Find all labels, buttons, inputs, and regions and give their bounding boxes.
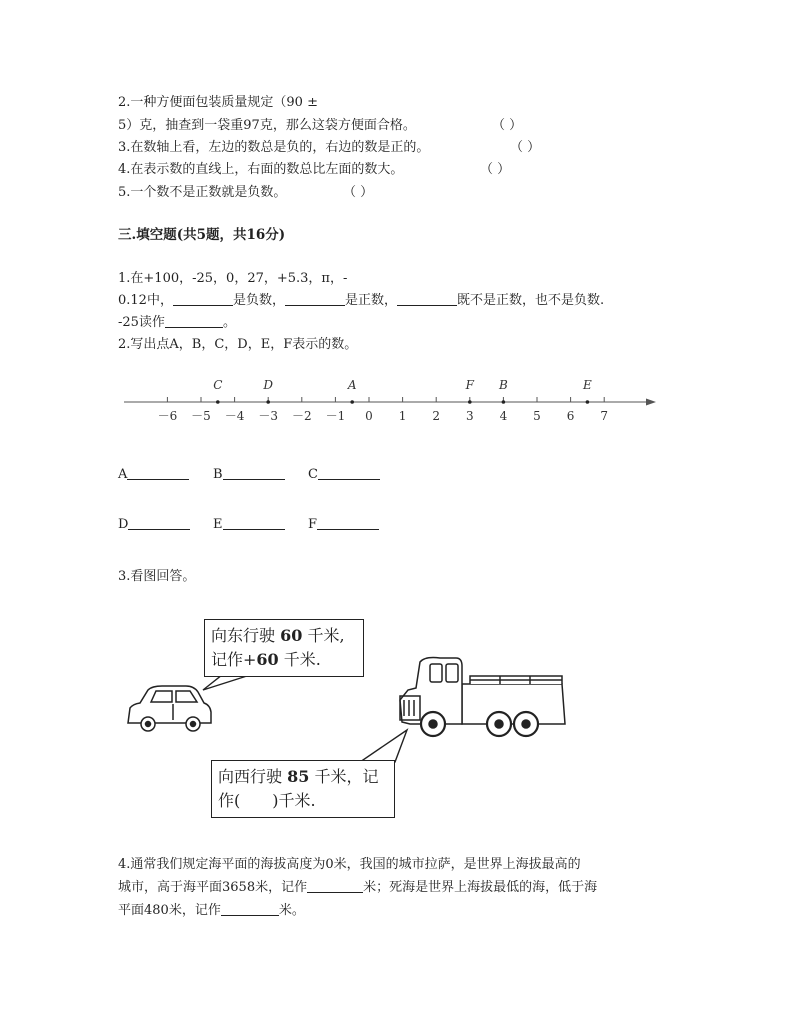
bubble1-tail: [203, 675, 250, 690]
judge-item-5: 5.一个数不是正数就是负数。: [118, 185, 287, 200]
number-line: [0, 372, 794, 432]
answer-d-blank[interactable]: [128, 516, 190, 530]
judge-item-4: 4.在表示数的直线上，右面的数总比左面的数大。: [118, 162, 404, 177]
tick-label: －5: [191, 409, 211, 423]
answer-d: [118, 516, 190, 534]
point-c: [216, 400, 220, 404]
q4-text-a: 城市，高于海平面3658米，记作: [118, 880, 308, 895]
answer-d-label: D: [118, 517, 129, 532]
judge-paren-2: （ ）: [492, 118, 523, 133]
tick-label: 6: [566, 409, 575, 423]
answer-f-label: F: [308, 517, 318, 532]
point-label-d: D: [263, 378, 274, 392]
speech-bubble-west: [211, 760, 395, 818]
tick-label: －6: [157, 409, 178, 423]
answer-a-label: A: [118, 467, 128, 482]
tick-label: 0: [365, 409, 373, 423]
q1-line3: [118, 314, 236, 332]
speech-bubble-east: [204, 619, 364, 677]
judge-paren-4: （ ）: [480, 162, 511, 177]
answer-f: [308, 516, 379, 534]
q4-line2: [118, 879, 597, 897]
tick-label: －1: [325, 409, 346, 423]
point-label-e: E: [583, 378, 592, 392]
q1-read-label: -25读作: [118, 315, 165, 330]
point-label-b: B: [498, 378, 508, 392]
q4-line1: 4.通常我们规定海平面的海拔高度为0米，我国的城市拉萨，是世界上海拔最高的: [118, 857, 581, 872]
tick-label: －3: [258, 409, 279, 423]
q1-blank-neither[interactable]: [397, 292, 457, 306]
tick-label: 4: [499, 409, 508, 423]
bubble2-line1: 向西行驶 85 千米，记: [218, 767, 379, 786]
answer-b-blank[interactable]: [223, 466, 285, 480]
tick-label: 7: [600, 409, 609, 423]
point-b: [502, 400, 506, 404]
bubble2-line2: 作( )千米.: [218, 791, 316, 810]
q4-text-c: 平面480米，记作: [118, 903, 221, 918]
judge-paren-3: （ ）: [510, 140, 541, 155]
tick-label: －2: [291, 409, 312, 423]
section-title: 三.填空题(共5题，共16分): [118, 227, 286, 243]
bubble1-line2: 记作+60 千米.: [211, 650, 321, 669]
q1-blank-negative[interactable]: [173, 292, 233, 306]
answer-a: [118, 466, 189, 484]
car-truck-illustration: [0, 600, 794, 840]
q1-text-a: 0.12中，: [118, 293, 173, 308]
tick-label: －4: [224, 409, 245, 423]
answer-e-label: E: [213, 517, 223, 532]
q1-read-end: 。: [222, 315, 236, 330]
point-e: [586, 400, 590, 404]
bubble1-line1: 向东行驶 60 千米,: [211, 626, 345, 645]
tick-label: 1: [398, 409, 407, 423]
q1-blank-read[interactable]: [165, 314, 223, 328]
q4-text-d: 米。: [278, 903, 305, 918]
point-label-f: F: [465, 378, 474, 392]
point-f: [468, 400, 472, 404]
point-d: [266, 400, 270, 404]
number-line-arrow: [646, 399, 656, 406]
tick-label: 2: [432, 409, 441, 423]
judge-item-3: 3.在数轴上看，左边的数总是负的，右边的数是正的。: [118, 140, 430, 155]
answer-b-label: B: [213, 467, 223, 482]
judge-item-2a: 2.一种方便面包装质量规定（90 ±: [118, 95, 318, 110]
car-icon: [128, 686, 211, 731]
q1-text-d: 既不是正数，也不是负数.: [456, 293, 605, 308]
q4-blank-deadsea[interactable]: [221, 902, 279, 916]
q1-text-c: 是正数，: [344, 293, 397, 308]
answer-f-blank[interactable]: [317, 516, 379, 530]
answer-c-label: C: [308, 467, 318, 482]
answer-a-blank[interactable]: [127, 466, 189, 480]
judge-item-2b: 5）克，抽查到一袋重97克，那么这袋方便面合格。: [118, 118, 416, 133]
point-a: [350, 400, 354, 404]
q4-blank-lhasa[interactable]: [307, 879, 363, 893]
q4-line3: [118, 902, 305, 920]
tick-label: 3: [465, 409, 474, 423]
judge-paren-5: （ ）: [343, 185, 374, 200]
bubble2-tail: [360, 730, 407, 762]
answer-e: [213, 516, 285, 534]
answer-e-blank[interactable]: [223, 516, 285, 530]
point-label-a: A: [347, 378, 357, 392]
q3-title: 3.看图回答。: [118, 569, 196, 584]
truck-icon: [400, 658, 565, 737]
tick-label: 5: [533, 409, 541, 423]
point-label-c: C: [213, 378, 223, 392]
q1-blank-positive[interactable]: [285, 292, 345, 306]
answer-b: [213, 466, 285, 484]
q1-line1: 1.在+100，-25，0，27，+5.3，π，-: [118, 271, 348, 286]
q1-line2: [118, 292, 604, 310]
q2-title: 2.写出点A，B，C，D，E，F表示的数。: [118, 337, 358, 352]
q4-text-b: 米；死海是世界上海拔最低的海，低于海: [363, 880, 598, 895]
q1-text-b: 是负数，: [232, 293, 285, 308]
answer-c-blank[interactable]: [318, 466, 380, 480]
answer-c: [308, 466, 380, 484]
